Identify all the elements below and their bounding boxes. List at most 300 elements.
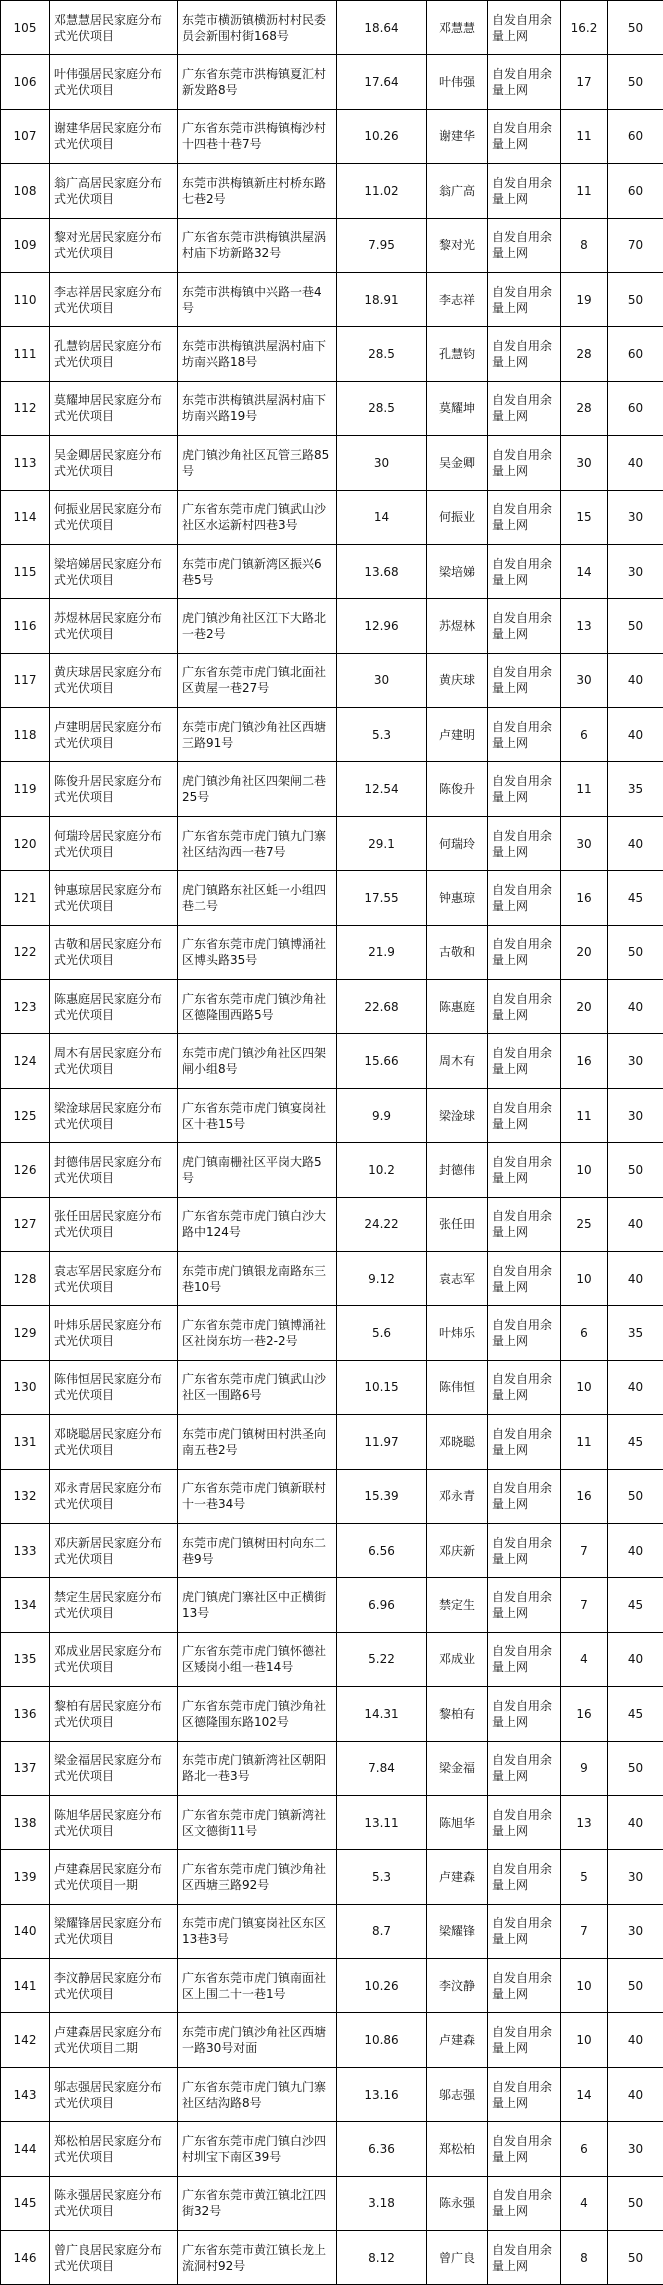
grid-connection-mode: 自发自用余量上网 <box>488 1034 561 1088</box>
value-b: 45 <box>608 1687 663 1741</box>
value-b: 40 <box>608 1251 663 1305</box>
project-name: 翁广高居民家庭分布式光伏项目 <box>50 164 178 218</box>
value-a: 10 <box>561 1360 608 1414</box>
installed-capacity: 30 <box>337 436 427 490</box>
installed-capacity: 17.55 <box>337 871 427 925</box>
owner-name: 袁志军 <box>427 1251 488 1305</box>
table-row <box>1 816 663 870</box>
project-address: 东莞市虎门镇沙角社区四架闸小组8号 <box>178 1034 337 1088</box>
owner-name: 周木有 <box>427 1034 488 1088</box>
owner-name: 陈惠庭 <box>427 980 488 1034</box>
installed-capacity: 17.64 <box>337 55 427 109</box>
value-b: 50 <box>608 1741 663 1795</box>
value-b: 40 <box>608 653 663 707</box>
value-a: 10 <box>561 1251 608 1305</box>
owner-name: 苏煜林 <box>427 599 488 653</box>
owner-name: 曾广良 <box>427 2231 488 2285</box>
project-name: 封德伟居民家庭分布式光伏项目 <box>50 1143 178 1197</box>
installed-capacity: 24.22 <box>337 1197 427 1251</box>
value-a: 16 <box>561 871 608 925</box>
table-row <box>1 490 663 544</box>
project-address: 东莞市虎门镇新湾区振兴6巷5号 <box>178 544 337 598</box>
row-number: 125 <box>1 1088 50 1142</box>
project-address: 东莞市洪梅镇洪屋涡村庙下坊南兴路18号 <box>178 327 337 381</box>
row-number: 145 <box>1 2176 50 2230</box>
value-b: 35 <box>608 762 663 816</box>
table-row <box>1 1687 663 1741</box>
installed-capacity: 5.3 <box>337 1850 427 1904</box>
grid-connection-mode: 自发自用余量上网 <box>488 980 561 1034</box>
value-b: 50 <box>608 2231 663 2285</box>
grid-connection-mode: 自发自用余量上网 <box>488 816 561 870</box>
project-address: 东莞市虎门镇树田村洪圣向南五巷2号 <box>178 1415 337 1469</box>
table-row <box>1 2067 663 2121</box>
owner-name: 孔慧钧 <box>427 327 488 381</box>
grid-connection-mode: 自发自用余量上网 <box>488 272 561 326</box>
row-number: 131 <box>1 1415 50 1469</box>
project-name: 黄庆球居民家庭分布式光伏项目 <box>50 653 178 707</box>
installed-capacity: 6.96 <box>337 1578 427 1632</box>
installed-capacity: 10.86 <box>337 2013 427 2067</box>
installed-capacity: 10.26 <box>337 1959 427 2013</box>
grid-connection-mode: 自发自用余量上网 <box>488 544 561 598</box>
grid-connection-mode: 自发自用余量上网 <box>488 1 561 55</box>
grid-connection-mode: 自发自用余量上网 <box>488 1741 561 1795</box>
value-b: 40 <box>608 1632 663 1686</box>
grid-connection-mode: 自发自用余量上网 <box>488 1197 561 1251</box>
row-number: 123 <box>1 980 50 1034</box>
table-row <box>1 109 663 163</box>
owner-name: 梁培娣 <box>427 544 488 598</box>
project-name: 梁耀锋居民家庭分布式光伏项目 <box>50 1904 178 1958</box>
grid-connection-mode: 自发自用余量上网 <box>488 653 561 707</box>
table-row <box>1 272 663 326</box>
project-name: 黎对光居民家庭分布式光伏项目 <box>50 218 178 272</box>
project-address: 广东省东莞市虎门镇九门寨社区结沟西一巷7号 <box>178 816 337 870</box>
table-row <box>1 1632 663 1686</box>
grid-connection-mode: 自发自用余量上网 <box>488 2176 561 2230</box>
row-number: 139 <box>1 1850 50 1904</box>
value-a: 30 <box>561 816 608 870</box>
value-b: 30 <box>608 1850 663 1904</box>
value-a: 16 <box>561 1687 608 1741</box>
owner-name: 郑松柏 <box>427 2122 488 2176</box>
owner-name: 陈伟恒 <box>427 1360 488 1414</box>
owner-name: 卢建森 <box>427 2013 488 2067</box>
project-address: 东莞市虎门镇树田村向东二巷9号 <box>178 1523 337 1577</box>
project-name: 何瑞玲居民家庭分布式光伏项目 <box>50 816 178 870</box>
owner-name: 邓晓聪 <box>427 1415 488 1469</box>
project-address: 广东省东莞市虎门镇怀德社区矮岗小组一巷14号 <box>178 1632 337 1686</box>
value-b: 50 <box>608 1 663 55</box>
value-a: 16 <box>561 1034 608 1088</box>
project-address: 广东省东莞市洪梅镇洪屋涡村庙下坊新路32号 <box>178 218 337 272</box>
row-number: 141 <box>1 1959 50 2013</box>
owner-name: 邓成业 <box>427 1632 488 1686</box>
value-a: 7 <box>561 1523 608 1577</box>
table-row <box>1 164 663 218</box>
project-address: 广东省东莞市虎门镇沙角社区德隆围东路102号 <box>178 1687 337 1741</box>
owner-name: 陈俊升 <box>427 762 488 816</box>
project-address: 广东省东莞市虎门镇博涌社区博头路35号 <box>178 925 337 979</box>
value-a: 7 <box>561 1578 608 1632</box>
value-b: 40 <box>608 1523 663 1577</box>
project-address: 广东省东莞市虎门镇博涌社区社岗东坊一巷2-2号 <box>178 1306 337 1360</box>
table-row <box>1 2013 663 2067</box>
value-a: 6 <box>561 708 608 762</box>
installed-capacity: 30 <box>337 653 427 707</box>
project-address: 东莞市洪梅镇中兴路一巷4号 <box>178 272 337 326</box>
project-name: 陈惠庭居民家庭分布式光伏项目 <box>50 980 178 1034</box>
row-number: 134 <box>1 1578 50 1632</box>
project-address: 东莞市虎门镇沙角社区西塘三路91号 <box>178 708 337 762</box>
project-address: 广东省东莞市虎门镇白沙四村圳宝下南区39号 <box>178 2122 337 2176</box>
value-b: 40 <box>608 2067 663 2121</box>
owner-name: 封德伟 <box>427 1143 488 1197</box>
table-row <box>1 708 663 762</box>
project-name: 孔慧钧居民家庭分布式光伏项目 <box>50 327 178 381</box>
grid-connection-mode: 自发自用余量上网 <box>488 381 561 435</box>
project-address: 广东省东莞市虎门镇武山沙社区水运新村四巷3号 <box>178 490 337 544</box>
installed-capacity: 15.39 <box>337 1469 427 1523</box>
installed-capacity: 13.68 <box>337 544 427 598</box>
project-address: 广东省东莞市虎门镇南面社区上围二十一巷1号 <box>178 1959 337 2013</box>
table-row <box>1 599 663 653</box>
value-a: 20 <box>561 925 608 979</box>
project-name: 邓庆新居民家庭分布式光伏项目 <box>50 1523 178 1577</box>
row-number: 119 <box>1 762 50 816</box>
row-number: 146 <box>1 2231 50 2285</box>
value-b: 30 <box>608 544 663 598</box>
installed-capacity: 6.56 <box>337 1523 427 1577</box>
value-b: 50 <box>608 1469 663 1523</box>
value-a: 6 <box>561 2122 608 2176</box>
project-name: 吴金卿居民家庭分布式光伏项目 <box>50 436 178 490</box>
owner-name: 莫耀坤 <box>427 381 488 435</box>
project-name: 谢建华居民家庭分布式光伏项目 <box>50 109 178 163</box>
table-row <box>1 1741 663 1795</box>
project-name: 李志祥居民家庭分布式光伏项目 <box>50 272 178 326</box>
project-name: 李汶静居民家庭分布式光伏项目 <box>50 1959 178 2013</box>
installed-capacity: 5.3 <box>337 708 427 762</box>
table-row <box>1 544 663 598</box>
value-b: 50 <box>608 925 663 979</box>
row-number: 124 <box>1 1034 50 1088</box>
table-row <box>1 1034 663 1088</box>
row-number: 118 <box>1 708 50 762</box>
table-row <box>1 1578 663 1632</box>
row-number: 129 <box>1 1306 50 1360</box>
project-name: 陈旭华居民家庭分布式光伏项目 <box>50 1795 178 1849</box>
value-a: 20 <box>561 980 608 1034</box>
value-a: 19 <box>561 272 608 326</box>
row-number: 143 <box>1 2067 50 2121</box>
grid-connection-mode: 自发自用余量上网 <box>488 490 561 544</box>
project-name: 袁志军居民家庭分布式光伏项目 <box>50 1251 178 1305</box>
grid-connection-mode: 自发自用余量上网 <box>488 1959 561 2013</box>
value-a: 5 <box>561 1850 608 1904</box>
value-b: 40 <box>608 816 663 870</box>
installed-capacity: 11.02 <box>337 164 427 218</box>
value-a: 9 <box>561 1741 608 1795</box>
row-number: 121 <box>1 871 50 925</box>
value-b: 40 <box>608 436 663 490</box>
project-name: 黎柏有居民家庭分布式光伏项目 <box>50 1687 178 1741</box>
grid-connection-mode: 自发自用余量上网 <box>488 1904 561 1958</box>
value-a: 11 <box>561 164 608 218</box>
value-a: 28 <box>561 381 608 435</box>
owner-name: 卢建森 <box>427 1850 488 1904</box>
owner-name: 钟惠琼 <box>427 871 488 925</box>
owner-name: 梁淦球 <box>427 1088 488 1142</box>
grid-connection-mode: 自发自用余量上网 <box>488 436 561 490</box>
row-number: 137 <box>1 1741 50 1795</box>
installed-capacity: 15.66 <box>337 1034 427 1088</box>
grid-connection-mode: 自发自用余量上网 <box>488 1632 561 1686</box>
value-b: 30 <box>608 2122 663 2176</box>
value-a: 7 <box>561 1904 608 1958</box>
installed-capacity: 28.5 <box>337 327 427 381</box>
value-b: 40 <box>608 1360 663 1414</box>
grid-connection-mode: 自发自用余量上网 <box>488 2067 561 2121</box>
value-b: 45 <box>608 1578 663 1632</box>
owner-name: 黎柏有 <box>427 1687 488 1741</box>
grid-connection-mode: 自发自用余量上网 <box>488 925 561 979</box>
installed-capacity: 7.95 <box>337 218 427 272</box>
value-b: 40 <box>608 708 663 762</box>
value-a: 11 <box>561 1088 608 1142</box>
grid-connection-mode: 自发自用余量上网 <box>488 55 561 109</box>
table-row <box>1 436 663 490</box>
grid-connection-mode: 自发自用余量上网 <box>488 164 561 218</box>
project-name: 卢建明居民家庭分布式光伏项目 <box>50 708 178 762</box>
row-number: 109 <box>1 218 50 272</box>
value-b: 60 <box>608 109 663 163</box>
owner-name: 叶伟强 <box>427 55 488 109</box>
project-address: 广东省东莞市虎门镇沙角社区西塘三路92号 <box>178 1850 337 1904</box>
project-address: 广东省东莞市虎门镇武山沙社区一围路6号 <box>178 1360 337 1414</box>
row-number: 120 <box>1 816 50 870</box>
value-b: 60 <box>608 381 663 435</box>
value-a: 16 <box>561 1469 608 1523</box>
installed-capacity: 8.7 <box>337 1904 427 1958</box>
owner-name: 邓慧慧 <box>427 1 488 55</box>
installed-capacity: 14.31 <box>337 1687 427 1741</box>
row-number: 126 <box>1 1143 50 1197</box>
installed-capacity: 9.9 <box>337 1088 427 1142</box>
row-number: 107 <box>1 109 50 163</box>
table-row <box>1 762 663 816</box>
table-row <box>1 1415 663 1469</box>
value-b: 30 <box>608 490 663 544</box>
installed-capacity: 5.6 <box>337 1306 427 1360</box>
owner-name: 梁耀锋 <box>427 1904 488 1958</box>
row-number: 117 <box>1 653 50 707</box>
owner-name: 邓庆新 <box>427 1523 488 1577</box>
row-number: 135 <box>1 1632 50 1686</box>
project-name: 卢建森居民家庭分布式光伏项目二期 <box>50 2013 178 2067</box>
project-address: 东莞市横沥镇横沥村村民委员会新围村街168号 <box>178 1 337 55</box>
row-number: 112 <box>1 381 50 435</box>
value-b: 60 <box>608 327 663 381</box>
row-number: 130 <box>1 1360 50 1414</box>
installed-capacity: 13.16 <box>337 2067 427 2121</box>
grid-connection-mode: 自发自用余量上网 <box>488 871 561 925</box>
value-a: 14 <box>561 2067 608 2121</box>
installed-capacity: 18.64 <box>337 1 427 55</box>
project-name: 古敬和居民家庭分布式光伏项目 <box>50 925 178 979</box>
row-number: 111 <box>1 327 50 381</box>
project-address: 广东省东莞市虎门镇沙角社区德隆围西路5号 <box>178 980 337 1034</box>
value-a: 11 <box>561 1415 608 1469</box>
owner-name: 黎对光 <box>427 218 488 272</box>
grid-connection-mode: 自发自用余量上网 <box>488 1795 561 1849</box>
row-number: 122 <box>1 925 50 979</box>
table-row <box>1 55 663 109</box>
value-a: 13 <box>561 1795 608 1849</box>
project-name: 梁培娣居民家庭分布式光伏项目 <box>50 544 178 598</box>
project-address: 广东省东莞市黄江镇长龙上流洞村92号 <box>178 2231 337 2285</box>
owner-name: 翁广高 <box>427 164 488 218</box>
installed-capacity: 8.12 <box>337 2231 427 2285</box>
owner-name: 何振业 <box>427 490 488 544</box>
owner-name: 陈永强 <box>427 2176 488 2230</box>
row-number: 128 <box>1 1251 50 1305</box>
project-address: 东莞市虎门镇新湾社区朝阳路北一巷3号 <box>178 1741 337 1795</box>
grid-connection-mode: 自发自用余量上网 <box>488 1143 561 1197</box>
value-a: 17 <box>561 55 608 109</box>
project-name: 曾广良居民家庭分布式光伏项目 <box>50 2231 178 2285</box>
table-row <box>1 653 663 707</box>
grid-connection-mode: 自发自用余量上网 <box>488 762 561 816</box>
row-number: 144 <box>1 2122 50 2176</box>
project-address: 东莞市洪梅镇新庄村桥东路七巷2号 <box>178 164 337 218</box>
owner-name: 禁定生 <box>427 1578 488 1632</box>
row-number: 132 <box>1 1469 50 1523</box>
value-a: 8 <box>561 2231 608 2285</box>
installed-capacity: 11.97 <box>337 1415 427 1469</box>
installed-capacity: 13.11 <box>337 1795 427 1849</box>
value-b: 50 <box>608 272 663 326</box>
owner-name: 梁金福 <box>427 1741 488 1795</box>
project-address: 虎门镇虎门寨社区中正横街13号 <box>178 1578 337 1632</box>
row-number: 127 <box>1 1197 50 1251</box>
installed-capacity: 18.91 <box>337 272 427 326</box>
grid-connection-mode: 自发自用余量上网 <box>488 1251 561 1305</box>
installed-capacity: 10.15 <box>337 1360 427 1414</box>
table-row <box>1 1795 663 1849</box>
value-b: 40 <box>608 1795 663 1849</box>
value-a: 4 <box>561 1632 608 1686</box>
installed-capacity: 29.1 <box>337 816 427 870</box>
table-row <box>1 2176 663 2230</box>
row-number: 105 <box>1 1 50 55</box>
value-a: 15 <box>561 490 608 544</box>
row-number: 114 <box>1 490 50 544</box>
value-a: 10 <box>561 1959 608 2013</box>
table-row <box>1 1523 663 1577</box>
row-number: 142 <box>1 2013 50 2067</box>
value-b: 60 <box>608 164 663 218</box>
installed-capacity: 10.26 <box>337 109 427 163</box>
project-address: 广东省东莞市黄江镇北江四街32号 <box>178 2176 337 2230</box>
value-b: 50 <box>608 1959 663 2013</box>
value-a: 8 <box>561 218 608 272</box>
value-b: 30 <box>608 1904 663 1958</box>
project-name: 何振业居民家庭分布式光伏项目 <box>50 490 178 544</box>
project-name: 苏煜林居民家庭分布式光伏项目 <box>50 599 178 653</box>
row-number: 110 <box>1 272 50 326</box>
project-name: 邓成业居民家庭分布式光伏项目 <box>50 1632 178 1686</box>
table-row <box>1 1088 663 1142</box>
installed-capacity: 9.12 <box>337 1251 427 1305</box>
value-a: 10 <box>561 2013 608 2067</box>
grid-connection-mode: 自发自用余量上网 <box>488 1469 561 1523</box>
project-name: 郑松柏居民家庭分布式光伏项目 <box>50 2122 178 2176</box>
project-name: 周木有居民家庭分布式光伏项目 <box>50 1034 178 1088</box>
grid-connection-mode: 自发自用余量上网 <box>488 1850 561 1904</box>
installed-capacity: 7.84 <box>337 1741 427 1795</box>
project-address: 广东省东莞市虎门镇宴岗社区十巷15号 <box>178 1088 337 1142</box>
value-b: 50 <box>608 599 663 653</box>
installed-capacity: 22.68 <box>337 980 427 1034</box>
table-row <box>1 381 663 435</box>
project-address: 虎门镇路东社区蚝一小组四巷二号 <box>178 871 337 925</box>
project-address: 广东省东莞市洪梅镇夏汇村新发路8号 <box>178 55 337 109</box>
table-row <box>1 1306 663 1360</box>
value-a: 25 <box>561 1197 608 1251</box>
table-row <box>1 1 663 55</box>
row-number: 140 <box>1 1904 50 1958</box>
grid-connection-mode: 自发自用余量上网 <box>488 2013 561 2067</box>
installed-capacity: 28.5 <box>337 381 427 435</box>
project-address: 东莞市虎门镇沙角社区西塘一路30号对面 <box>178 2013 337 2067</box>
table-row <box>1 871 663 925</box>
project-address: 东莞市虎门镇宴岗社区东区13巷3号 <box>178 1904 337 1958</box>
value-a: 11 <box>561 109 608 163</box>
grid-connection-mode: 自发自用余量上网 <box>488 1306 561 1360</box>
grid-connection-mode: 自发自用余量上网 <box>488 599 561 653</box>
project-address: 东莞市虎门镇银龙南路东三巷10号 <box>178 1251 337 1305</box>
project-address: 广东省东莞市虎门镇白沙大路中124号 <box>178 1197 337 1251</box>
table-row <box>1 1197 663 1251</box>
project-address: 广东省东莞市虎门镇九门寨社区结沟路8号 <box>178 2067 337 2121</box>
owner-name: 李汶静 <box>427 1959 488 2013</box>
installed-capacity: 21.9 <box>337 925 427 979</box>
table-row <box>1 1143 663 1197</box>
project-name: 邬志强居民家庭分布式光伏项目 <box>50 2067 178 2121</box>
grid-connection-mode: 自发自用余量上网 <box>488 1088 561 1142</box>
grid-connection-mode: 自发自用余量上网 <box>488 2122 561 2176</box>
project-address: 虎门镇沙角社区瓦管三路85号 <box>178 436 337 490</box>
project-address: 虎门镇沙角社区四架闸二巷25号 <box>178 762 337 816</box>
table-row <box>1 1904 663 1958</box>
installed-capacity: 12.54 <box>337 762 427 816</box>
value-a: 30 <box>561 436 608 490</box>
grid-connection-mode: 自发自用余量上网 <box>488 1687 561 1741</box>
project-name: 莫耀坤居民家庭分布式光伏项目 <box>50 381 178 435</box>
table-row <box>1 327 663 381</box>
value-b: 70 <box>608 218 663 272</box>
owner-name: 吴金卿 <box>427 436 488 490</box>
grid-connection-mode: 自发自用余量上网 <box>488 218 561 272</box>
owner-name: 邬志强 <box>427 2067 488 2121</box>
row-number: 116 <box>1 599 50 653</box>
table-row <box>1 1251 663 1305</box>
grid-connection-mode: 自发自用余量上网 <box>488 1578 561 1632</box>
row-number: 115 <box>1 544 50 598</box>
grid-connection-mode: 自发自用余量上网 <box>488 327 561 381</box>
